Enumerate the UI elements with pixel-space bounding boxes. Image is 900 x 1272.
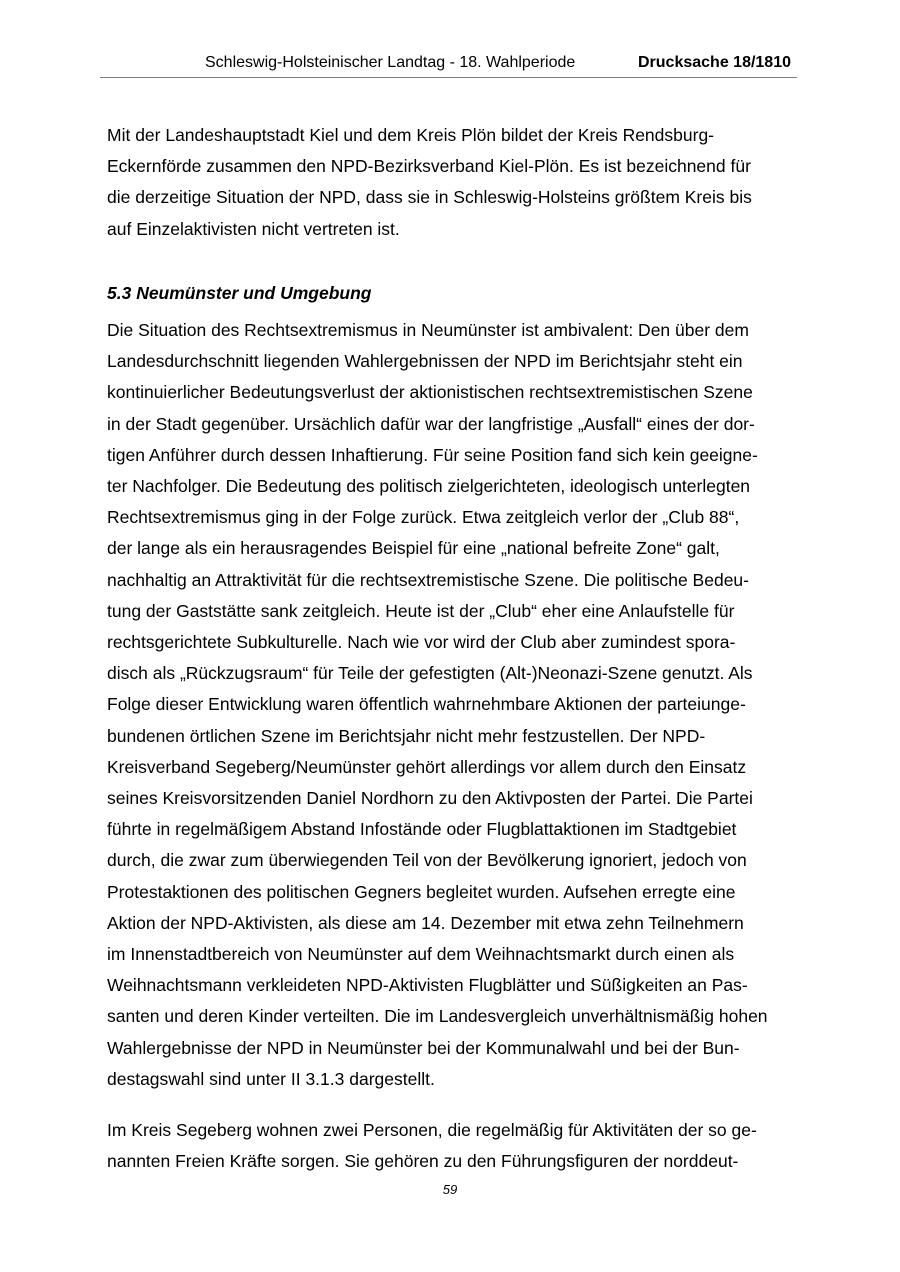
text-line: destagswahl sind unter II 3.1.3 dargestellt. <box>107 1068 435 1089</box>
text-line: santen und deren Kinder verteilten. Die im Landesvergleich unverhältnismäßig hohen <box>107 1006 768 1027</box>
text-line: im Innenstadtbereich von Neumünster auf dem Weihnachtsmarkt durch einen als <box>107 944 735 965</box>
text-line: Wahlergebnisse der NPD in Neumünster bei der Kommunalwahl und bei der Bun- <box>107 1037 740 1058</box>
section-heading: 5.3 Neumünster und Umgebung <box>107 283 372 303</box>
text-line: bundenen örtlichen Szene im Berichtsjahr nicht mehr festzustellen. Der NPD- <box>107 725 706 746</box>
text-line: nannten Freien Kräfte sorgen. Sie gehören zu den Führungsfiguren der norddeut- <box>107 1151 739 1172</box>
text-line: seines Kreisvorsitzenden Daniel Nordhorn zu den Aktivposten der Partei. Die Partei <box>107 788 753 809</box>
text-line: rechtsgerichtete Subkulturelle. Nach wie vor wird der Club aber zumindest spora- <box>107 632 736 653</box>
page-header <box>100 50 797 78</box>
text-line: führte in regelmäßigem Abstand Infostände oder Flugblattaktionen im Stadtgebiet <box>107 819 737 840</box>
text-line: ter Nachfolger. Die Bedeutung des politisch zielgerichteten, ideologisch unterlegten <box>107 476 751 497</box>
text-line: Kreisverband Segeberg/Neumünster gehört allerdings vor allem durch den Einsatz <box>107 756 747 777</box>
text-line: Die Situation des Rechtsextremismus in Neumünster ist ambivalent: Den über dem <box>107 320 749 340</box>
text-line: kontinuierlicher Bedeutungsverlust der aktionistischen rechtsextremistischen Szene <box>107 382 753 403</box>
text-line: Landesdurchschnitt liegenden Wahlergebnissen der NPD im Berichtsjahr steht ein <box>107 351 743 372</box>
paragraph-kreis-rendsburg-eckernfoerde <box>107 120 797 245</box>
paragraph-kreis-segeberg <box>107 1115 797 1177</box>
text-line: Im Kreis Segeberg wohnen zwei Personen, die regelmäßig für Aktivitäten der so ge- <box>107 1120 757 1140</box>
text-line: nachhaltig an Attraktivität für die rechtsextremistische Szene. Die politische Bedeu- <box>107 569 749 590</box>
text-line: disch als „Rückzugsraum“ für Teile der gefestigten (Alt-)Neonazi-Szene genutzt. Als <box>107 663 753 684</box>
text-line: Weihnachtsmann verkleideten NPD-Aktivisten Flugblätter und Süßigkeiten an Pas- <box>107 975 748 996</box>
document-number: Drucksache 18/1810 <box>638 54 791 71</box>
page-number: 59 <box>442 1182 458 1197</box>
paragraph-neumuenster <box>107 315 797 1095</box>
text-line: tigen Anführer durch dessen Inhaftierung. Für seine Position fand sich kein geeigne- <box>107 444 758 465</box>
header-title: Schleswig-Holsteinischer Landtag - 18. Wahlperiode <box>205 54 576 71</box>
text-line: Protestaktionen des politischen Gegners begleitet wurden. Aufsehen erregte eine <box>107 881 736 902</box>
text-line: durch, die zwar zum überwiegenden Teil von der Bevölkerung ignoriert, jedoch von <box>107 850 747 871</box>
text-line: in der Stadt gegenüber. Ursächlich dafür war der langfristige „Ausfall“ eines der dor- <box>107 413 755 434</box>
text-line: Rechtsextremismus ging in der Folge zurück. Etwa zeitgleich verlor der „Club 88“, <box>107 507 740 528</box>
text-line: die derzeitige Situation der NPD, dass sie in Schleswig-Holsteins größtem Kreis bis <box>107 187 752 208</box>
text-line: Aktion der NPD-Aktivisten, als diese am 14. Dezember mit etwa zehn Teilnehmern <box>107 912 744 933</box>
text-line: der lange als ein herausragendes Beispiel für eine „national befreite Zone“ galt, <box>107 538 720 559</box>
text-line: Folge dieser Entwicklung waren öffentlich wahrnehmbare Aktionen der parteiunge- <box>107 694 746 715</box>
text-line: tung der Gaststätte sank zeitgleich. Heute ist der „Club“ eher eine Anlaufstelle für <box>107 600 735 621</box>
text-line: auf Einzelaktivisten nicht vertreten ist. <box>107 218 400 239</box>
text-line: Eckernförde zusammen den NPD-Bezirksverband Kiel-Plön. Es ist bezeichnend für <box>107 156 751 177</box>
text-line: Mit der Landeshauptstadt Kiel und dem Kreis Plön bildet der Kreis Rendsburg- <box>107 125 715 145</box>
